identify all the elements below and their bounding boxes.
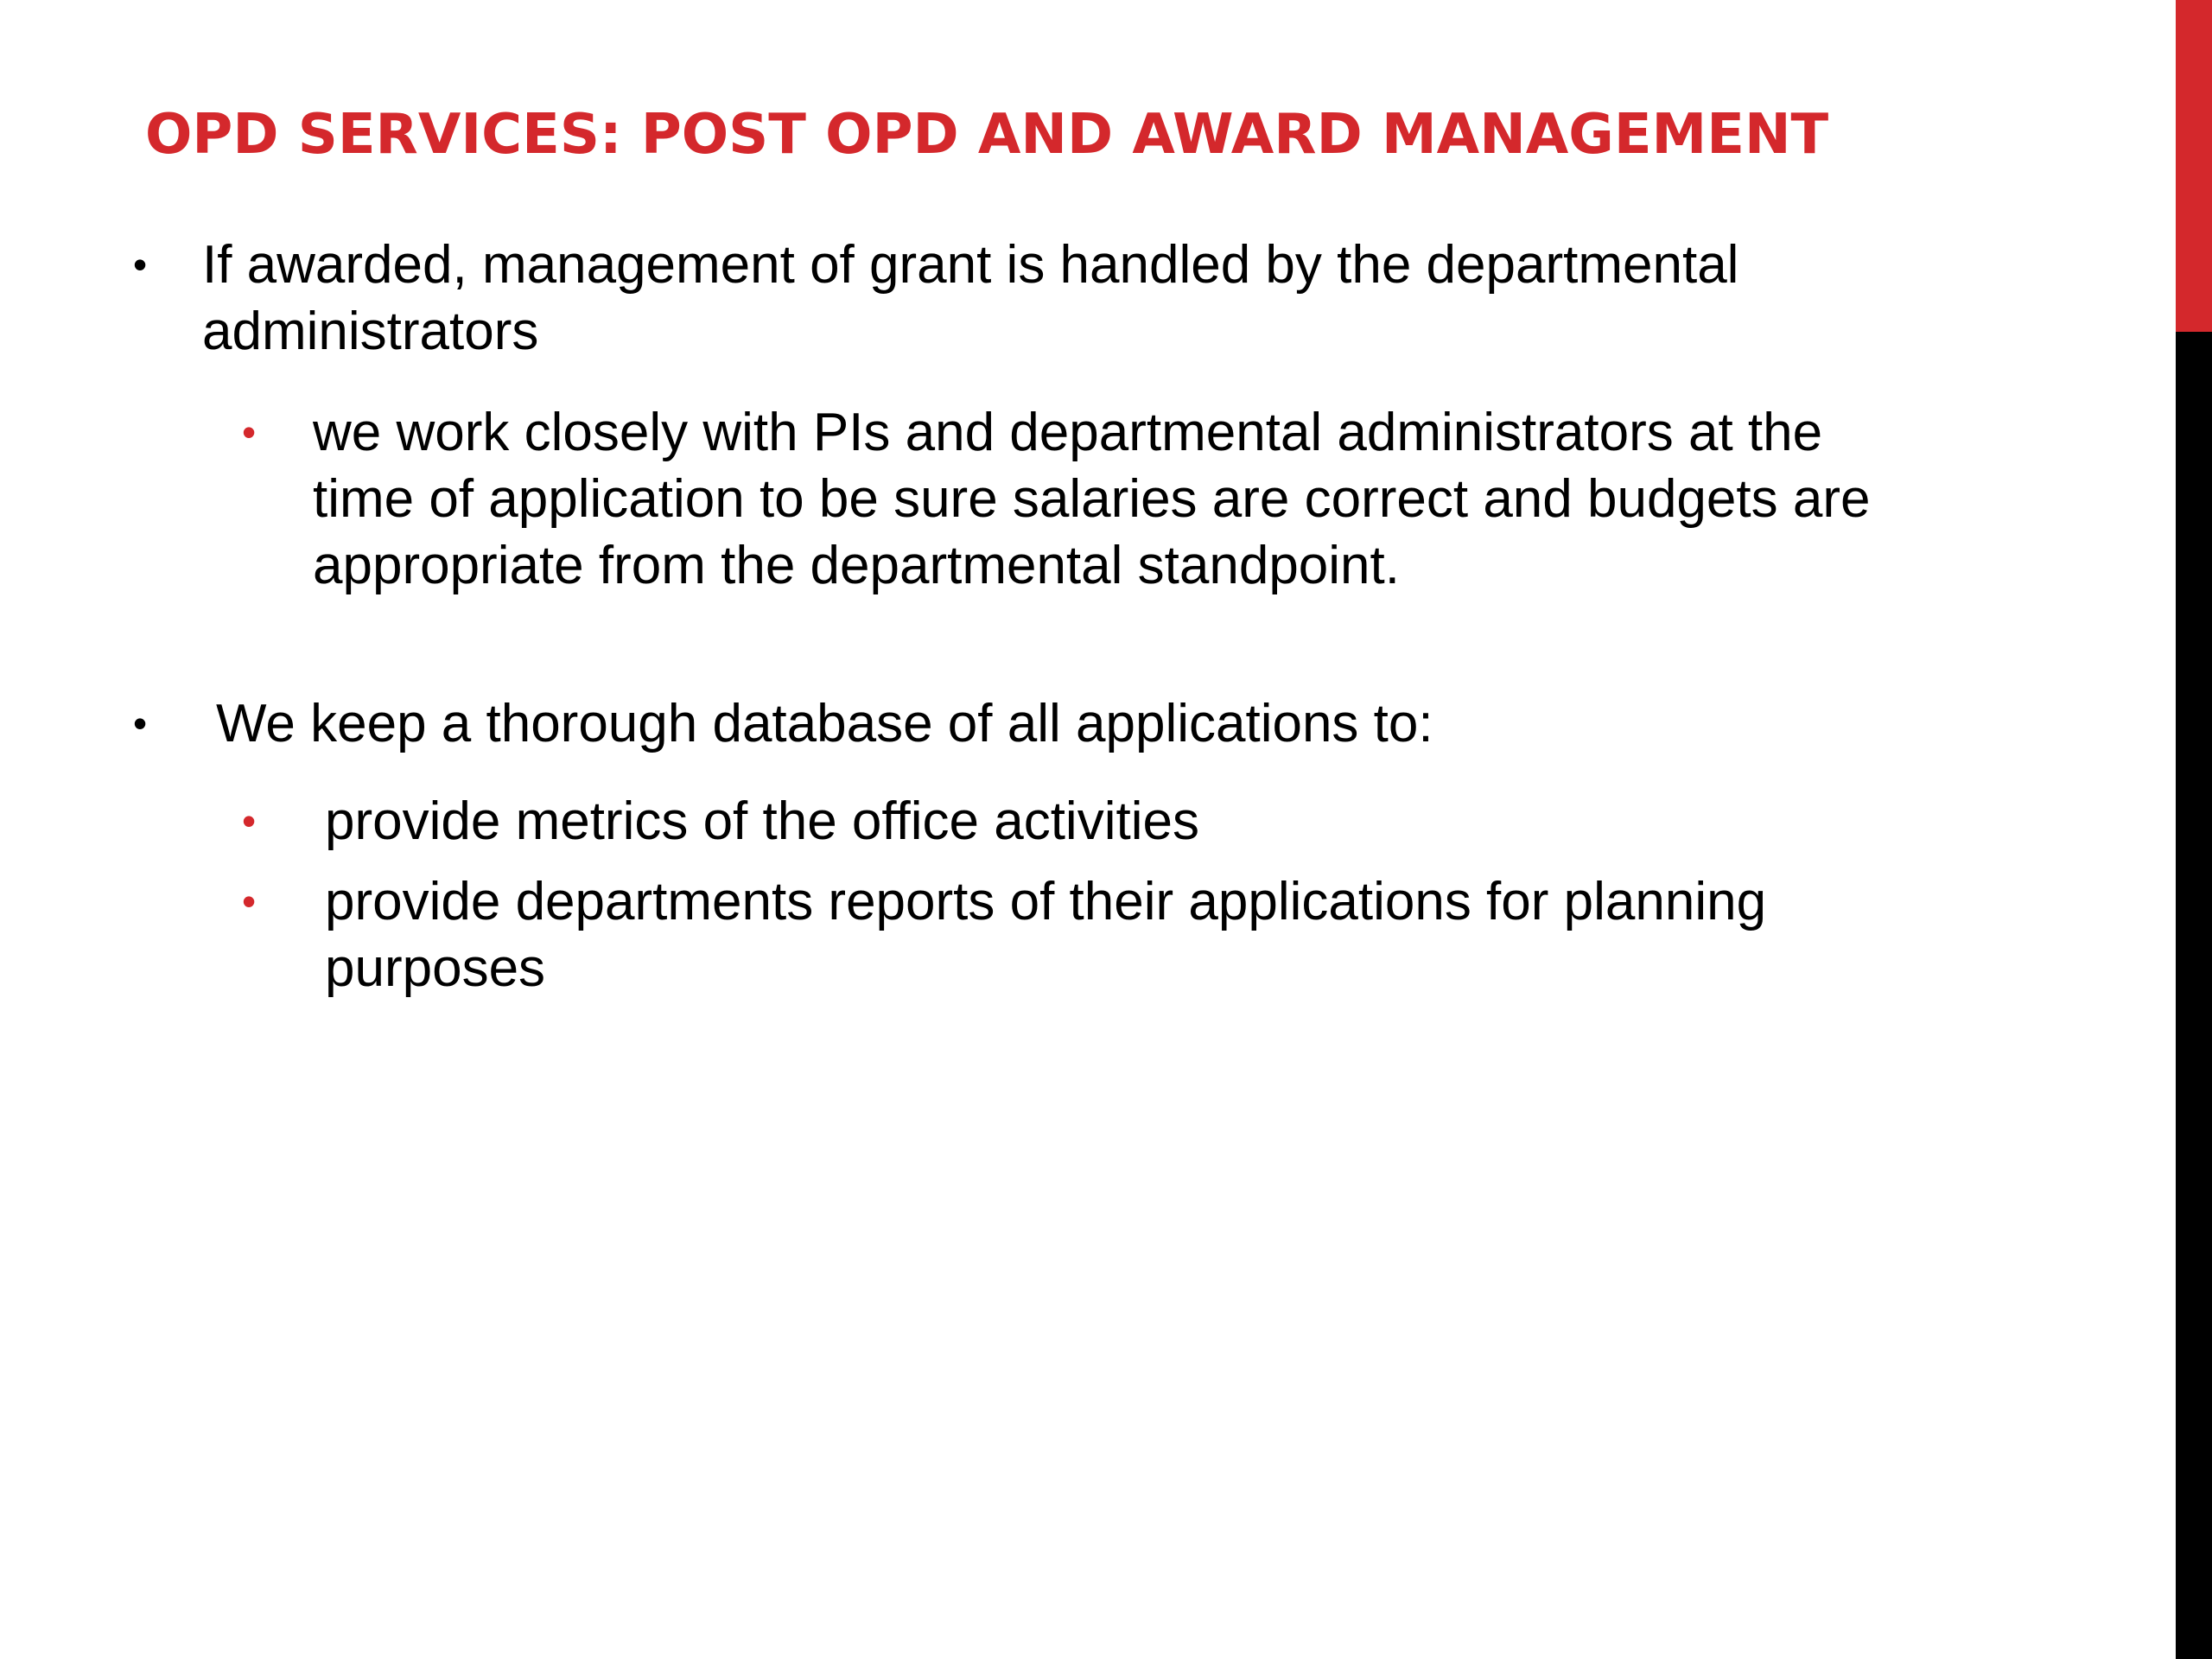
bullet-text: We keep a thorough database of all applications to: xyxy=(216,694,1433,753)
bullet-item xyxy=(128,232,1977,365)
side-bar-red-segment xyxy=(2176,0,2212,332)
bullet-item xyxy=(128,690,1977,757)
sub-bullet-icon: • xyxy=(242,410,257,454)
bullet-icon: • xyxy=(133,701,148,746)
sub-bullet-text: provide departments reports of their applications for planning purposes xyxy=(325,872,1767,998)
sub-bullet-text: provide metrics of the office activities xyxy=(325,791,1199,851)
sub-bullet-text: we work closely with PIs and departmental administrators at the time of application to be sure salaries are correct and budgets are appropriate from the departmental standpoint. xyxy=(313,403,1871,595)
sub-bullet-item xyxy=(128,868,1977,1001)
sub-bullet-item xyxy=(128,788,1977,855)
side-accent-bar xyxy=(2176,0,2212,1659)
sub-bullet-icon: • xyxy=(242,879,257,924)
sub-bullet-icon: • xyxy=(242,798,257,843)
bullet-text: If awarded, management of grant is handled by the departmental administrators xyxy=(202,235,1739,361)
sub-bullet-item xyxy=(128,399,1977,599)
side-bar-black-segment xyxy=(2176,332,2212,1659)
bullet-icon: • xyxy=(133,242,148,287)
slide-body xyxy=(128,232,1977,1001)
slide-title: OPD SERVICES: POST OPD AND AWARD MANAGEMENT xyxy=(145,103,1829,167)
